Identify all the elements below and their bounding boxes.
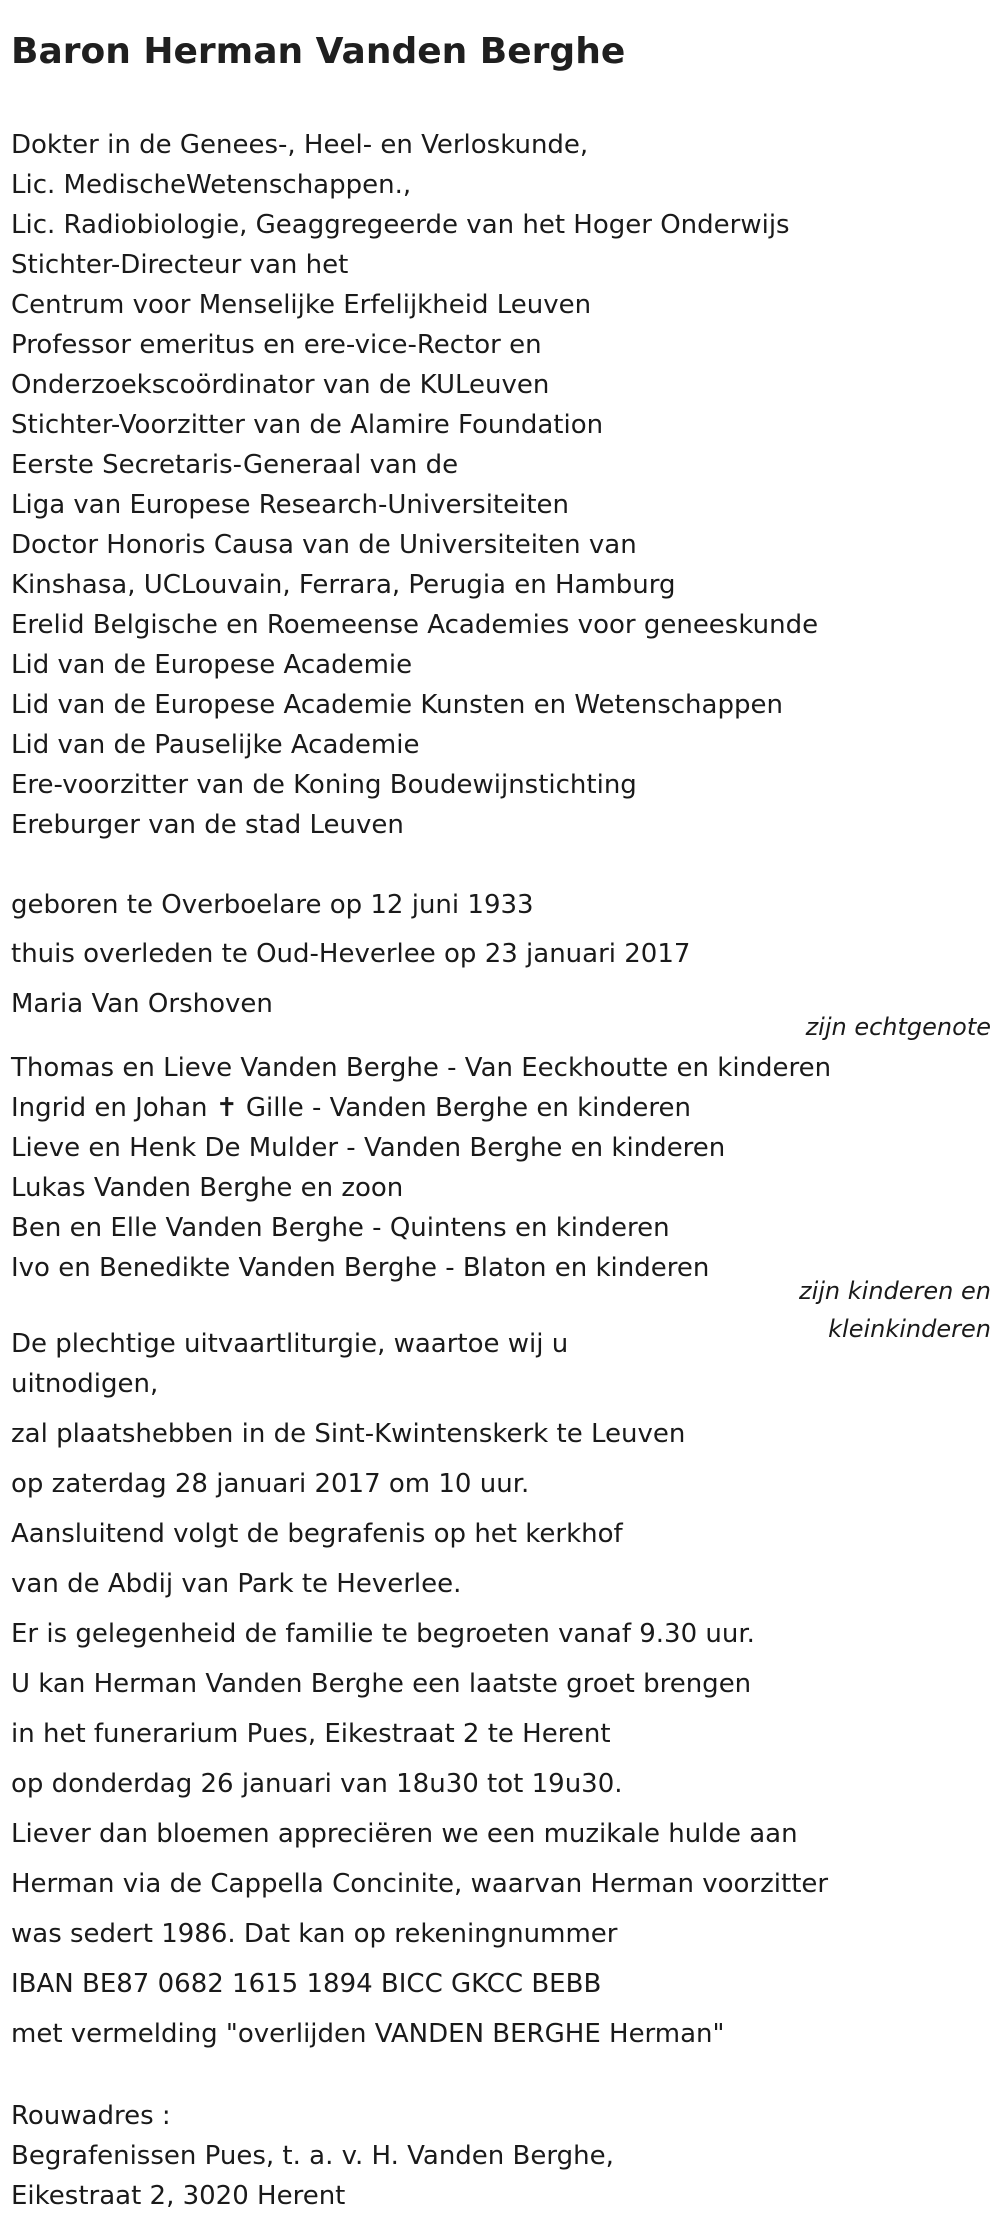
honour-line: Stichter-Directeur van het	[11, 250, 349, 280]
honour-line: Erelid Belgische en Roemeense Academies voor geneeskunde	[11, 610, 819, 640]
funeral-line: zal plaatshebben in de Sint-Kwintenskerk te Leuven	[11, 1419, 686, 1449]
child-family-line: Thomas en Lieve Vanden Berghe - Van Eeckhoutte en kinderen	[11, 1053, 832, 1083]
funeral-line: De plechtige uitvaartliturgie, waartoe wij u	[11, 1329, 569, 1359]
honour-line: Ere-voorzitter van de Koning Boudewijnstichting	[11, 770, 637, 800]
honour-line: Doctor Honoris Causa van de Universiteiten van	[11, 530, 637, 560]
child-family-text: Ingrid en Johan	[11, 1093, 216, 1123]
spouse-label: zijn echtgenote	[805, 1013, 991, 1041]
honour-line: Liga van Europese Research-Universiteiten	[11, 490, 570, 520]
funeral-line: was sedert 1986. Dat kan op rekeningnummer	[11, 1919, 618, 1949]
funeral-line: op zaterdag 28 januari 2017 om 10 uur.	[11, 1469, 530, 1499]
honour-line: Lic. MedischeWetenschappen.,	[11, 170, 412, 200]
funeral-line: U kan Herman Vanden Berghe een laatste groet brengen	[11, 1669, 752, 1699]
spouse-name: Maria Van Orshoven	[11, 989, 273, 1019]
funeral-line: op donderdag 26 januari van 18u30 tot 19u30.	[11, 1769, 623, 1799]
address-line: Eikestraat 2, 3020 Herent	[11, 2181, 346, 2211]
child-family-text: Gille - Vanden Berghe en kinderen	[237, 1093, 691, 1123]
funeral-line: IBAN BE87 0682 1615 1894 BICC GKCC BEBB	[11, 1969, 602, 1999]
children-label-line1: zijn kinderen en	[799, 1277, 991, 1305]
honour-line: Lic. Radiobiologie, Geaggregeerde van het Hoger Onderwijs	[11, 210, 790, 240]
honour-line: Lid van de Europese Academie	[11, 650, 413, 680]
honour-line: Stichter-Voorzitter van de Alamire Foundation	[11, 410, 604, 440]
cross-icon: ✝	[215, 1093, 238, 1123]
child-family-line: Lieve en Henk De Mulder - Vanden Berghe en kinderen	[11, 1133, 726, 1163]
funeral-line: Aansluitend volgt de begrafenis op het kerkhof	[11, 1519, 623, 1549]
funeral-line: met vermelding "overlijden VANDEN BERGHE Herman"	[11, 2019, 725, 2049]
funeral-line: uitnodigen,	[11, 1369, 159, 1399]
honour-line: Centrum voor Menselijke Erfelijkheid Leuven	[11, 290, 592, 320]
child-family-line	[11, 1088, 691, 1128]
funeral-line: Liever dan bloemen appreciëren we een muzikale hulde aan	[11, 1819, 798, 1849]
honour-line: Eerste Secretaris-Generaal van de	[11, 450, 459, 480]
address-heading: Rouwadres :	[11, 2101, 171, 2131]
child-family-line: Ben en Elle Vanden Berghe - Quintens en kinderen	[11, 1213, 670, 1243]
honour-line: Dokter in de Genees-, Heel- en Verloskunde,	[11, 130, 589, 160]
child-family-line: Lukas Vanden Berghe en zoon	[11, 1173, 404, 1203]
page-title: Baron Herman Vanden Berghe	[11, 31, 626, 72]
address-line: Begrafenissen Pues, t. a. v. H. Vanden Berghe,	[11, 2141, 614, 2171]
birth-line: geboren te Overboelare op 12 juni 1933	[11, 890, 534, 920]
funeral-line: Er is gelegenheid de familie te begroeten vanaf 9.30 uur.	[11, 1619, 755, 1649]
funeral-line: van de Abdij van Park te Heverlee.	[11, 1569, 462, 1599]
funeral-line: in het funerarium Pues, Eikestraat 2 te Herent	[11, 1719, 611, 1749]
children-label-line2: kleinkinderen	[828, 1315, 991, 1343]
death-line: thuis overleden te Oud-Heverlee op 23 januari 2017	[11, 939, 691, 969]
honour-line: Lid van de Pauselijke Academie	[11, 730, 420, 760]
honour-line: Onderzoekscoördinator van de KULeuven	[11, 370, 550, 400]
honour-line: Professor emeritus en ere-vice-Rector en	[11, 330, 542, 360]
honour-line: Kinshasa, UCLouvain, Ferrara, Perugia en Hamburg	[11, 570, 676, 600]
honour-line: Lid van de Europese Academie Kunsten en Wetenschappen	[11, 690, 783, 720]
child-family-line: Ivo en Benedikte Vanden Berghe - Blaton en kinderen	[11, 1253, 710, 1283]
funeral-line: Herman via de Cappella Concinite, waarvan Herman voorzitter	[11, 1869, 829, 1899]
honour-line: Ereburger van de stad Leuven	[11, 810, 404, 840]
